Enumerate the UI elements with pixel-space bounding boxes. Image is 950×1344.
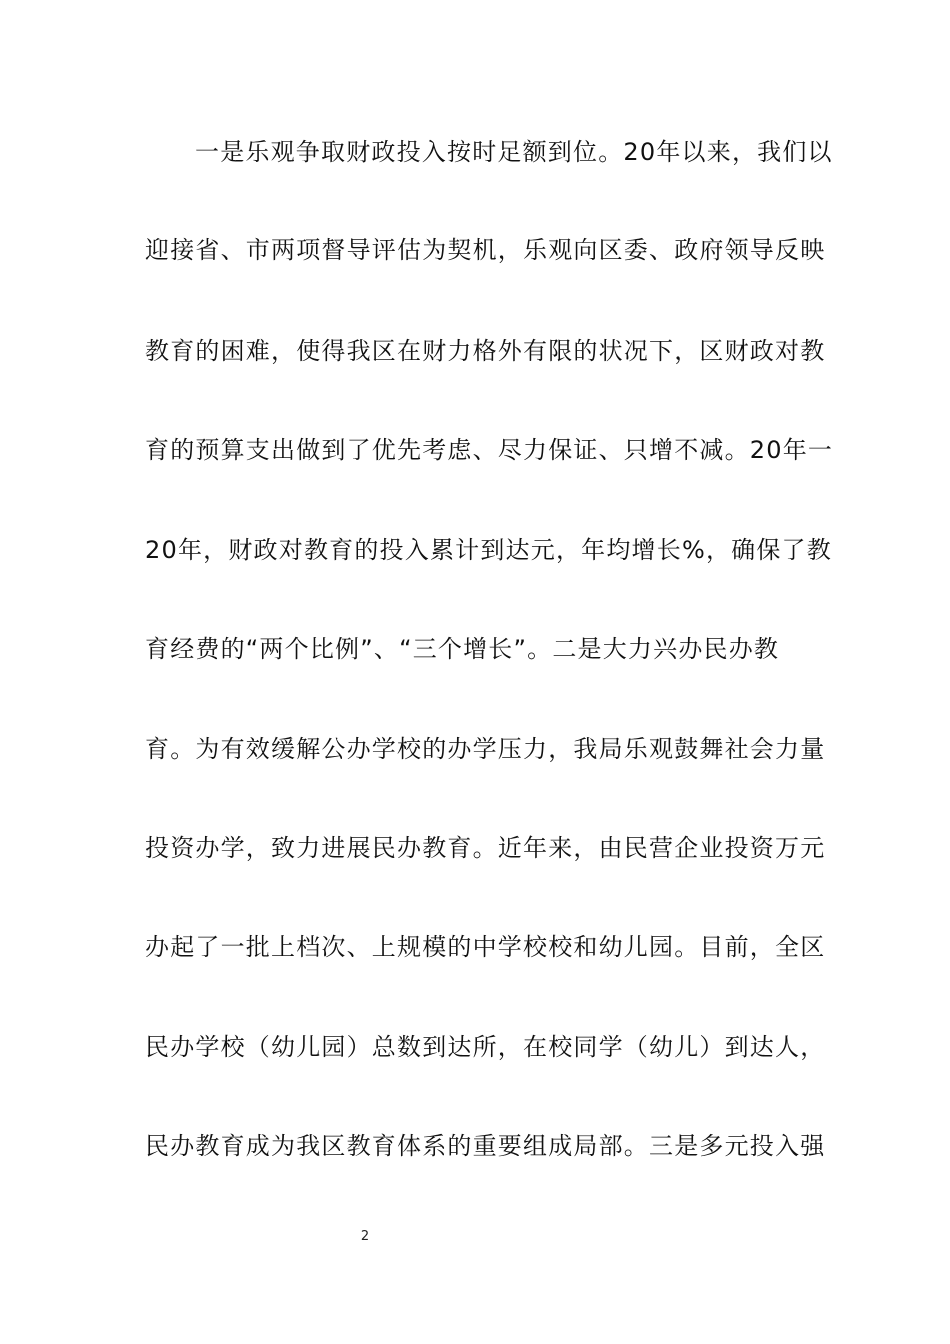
paragraph-line: 投资办学，致力进展民办教育。近年来，由民营企业投资万元 xyxy=(145,834,826,862)
paragraph-line: 一是乐观争取财政投入按时足额到位。20年以来，我们以 xyxy=(195,138,833,166)
page-number: 2 xyxy=(360,1229,370,1244)
paragraph-line: 教育的困难，使得我区在财力格外有限的状况下，区财政对教 xyxy=(145,337,826,365)
paragraph-line: 迎接省、市两项督导评估为契机，乐观向区委、政府领导反映 xyxy=(145,236,826,264)
paragraph-line: 育的预算支出做到了优先考虑、尽力保证、只增不减。20年一 xyxy=(145,436,834,464)
paragraph-line: 20年，财政对教育的投入累计到达元，年均增长%，确保了教 xyxy=(145,536,832,564)
paragraph-line: 办起了一批上档次、上规模的中学校校和幼儿园。目前，全区 xyxy=(145,933,826,961)
paragraph-line: 育经费的“两个比例”、“三个增长”。二是大力兴办民办教 xyxy=(145,635,780,663)
paragraph-line: 育。为有效缓解公办学校的办学压力，我局乐观鼓舞社会力量 xyxy=(145,735,826,763)
paragraph-line: 民办教育成为我区教育体系的重要组成局部。三是多元投入强 xyxy=(145,1132,826,1160)
paragraph-line: 民办学校（幼儿园）总数到达所，在校同学（幼儿）到达人， xyxy=(145,1033,826,1061)
